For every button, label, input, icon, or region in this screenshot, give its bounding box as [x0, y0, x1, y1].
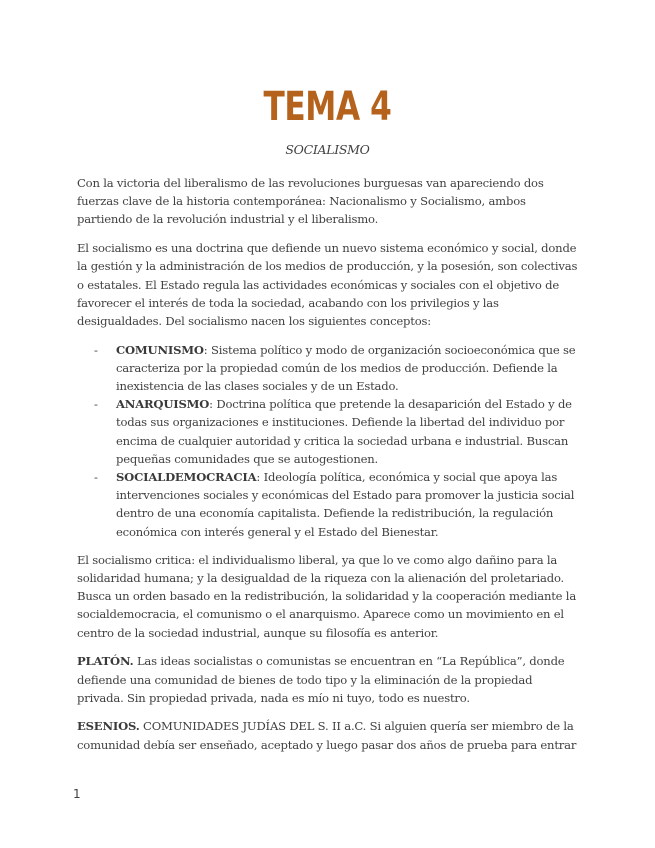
term-socialdemocracia: SOCIALDEMOCRACIA — [116, 470, 257, 485]
definition-comunismo: : Sistema político y modo de organización socioeconómica que se caracteriza por la propiedad común de los medios de producción. Defiende la inexistencia de las clases sociales y de un Estado. — [116, 342, 576, 394]
list-item-anarquismo — [77, 395, 579, 468]
page-subtitle: SOCIALISMO — [285, 142, 370, 157]
intro-paragraph: Con la victoria del liberalismo de las revoluciones burguesas van apareciendo dos fuerzas clave de la historia contemporánea: Nacionalismo y Socialismo, ambos partiendo de la revolución industrial y el liberalismo. — [77, 176, 544, 227]
term-anarquismo: ANARQUISMO — [116, 397, 210, 412]
list-bullet: - — [94, 397, 98, 412]
document-body — [77, 174, 579, 764]
definition-socialdemocracia: : Ideología política, económica y social que apoya las intervenciones sociales y económicas del Estado para promover la justicia social dentro de una economía capitalista. Defiende la redistribución, la regulación económica con interés general y el Estado del Bienestar. — [116, 470, 575, 539]
list-item-comunismo — [77, 341, 579, 396]
esenios-paragraph — [77, 717, 579, 753]
page-title: TEMA 4 — [263, 84, 392, 130]
term-platon: PLATÓN. — [77, 654, 134, 669]
esenios-text: COMUNIDADES JUDÍAS DEL S. II a.C. Si alguien quería ser miembro de la comunidad debía ser enseñado, aceptado y luego pasar dos años de prueba para entrar — [77, 719, 577, 752]
definition-paragraph: El socialismo es una doctrina que defiende un nuevo sistema económico y social, donde la gestión y la administración de los medios de producción, y la posesión, son colectivas o estatales. El Estado regula las actividades económicas y sociales con el objetivo de favorecer el interés de toda la sociedad, acabando con los privilegios y las desigualdades. Del socialismo nacen los siguientes conceptos: — [77, 241, 578, 328]
platon-paragraph — [77, 652, 579, 707]
list-bullet: - — [94, 470, 98, 485]
concepts-list — [77, 341, 579, 541]
critique-paragraph: El socialismo critica: el individualismo liberal, ya que lo ve como algo dañino para la solidaridad humana; y la desigualdad de la riqueza con la alienación del proletariado. Busca un orden basado en la redistribución, la solidaridad y la cooperación mediante la socialdemocracia, el comunismo o el anarquismo. Aparece como un movimiento en el centro de la sociedad industrial, aunque su filosofía es anterior. — [77, 552, 577, 640]
list-item-socialdemocracia — [77, 468, 579, 541]
platon-text: Las ideas socialistas o comunistas se encuentran en “La República”, donde defiende una comunidad de bienes de todo tipo y la eliminación de la propiedad privada. Sin propiedad privada, nada es mío ni tuyo, todo es nuestro. — [77, 654, 565, 705]
definition-anarquismo: : Doctrina política que pretende la desaparición del Estado y de todas sus organizaciones e instituciones. Defiende la libertad del individuo por encima de cualquier autoridad y critica la sociedad urbana e industrial. Buscan pequeñas comunidades que se autogestionen. — [116, 397, 572, 466]
list-bullet: - — [94, 342, 98, 357]
page-number: 1 — [73, 787, 81, 801]
term-comunismo: COMUNISMO — [116, 342, 204, 357]
term-esenios: ESENIOS. — [77, 719, 140, 734]
